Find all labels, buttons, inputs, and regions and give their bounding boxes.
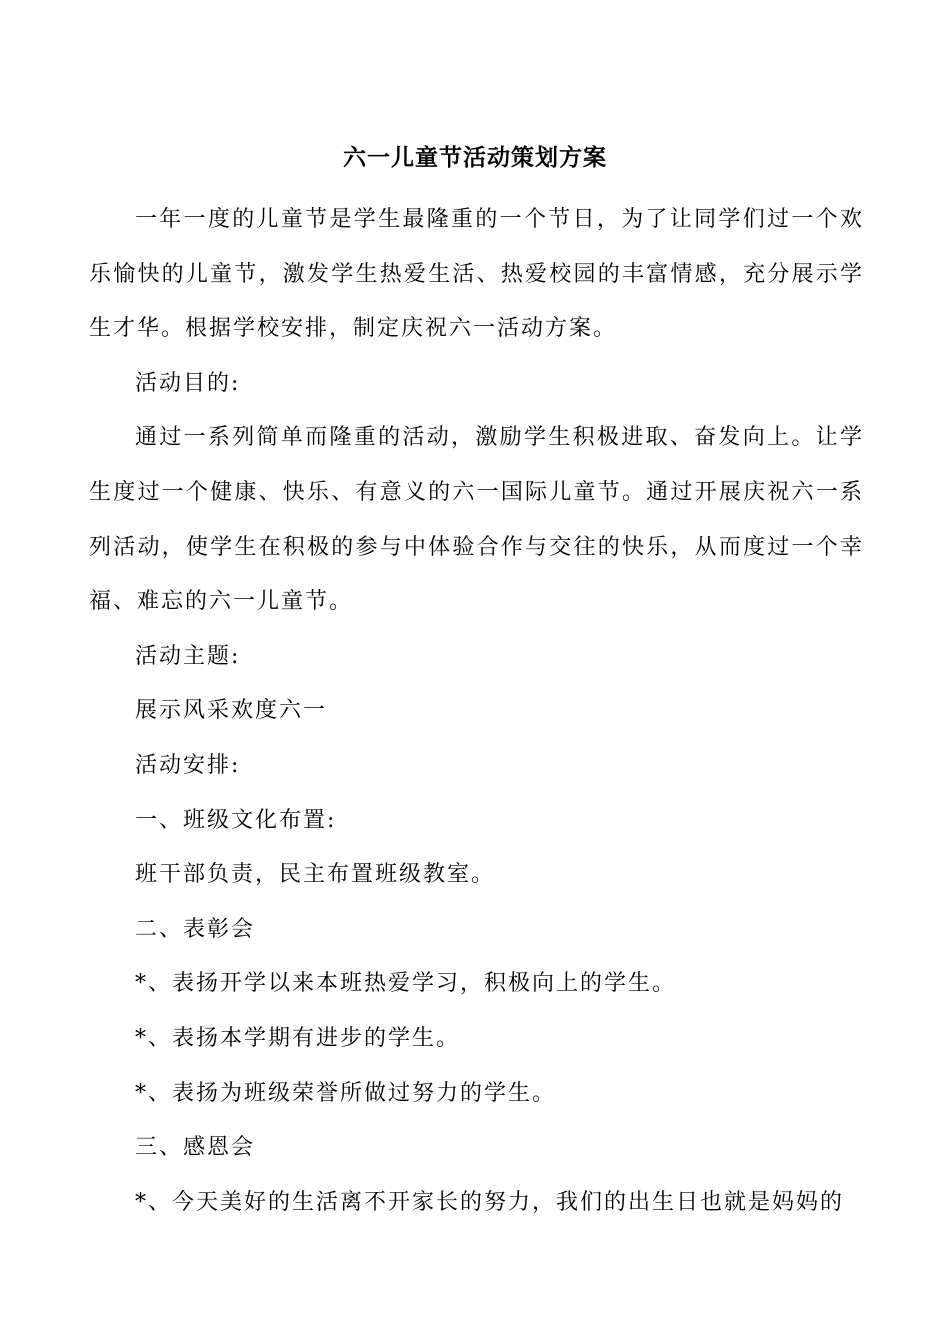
section-gratitude: 三、感恩会 xyxy=(135,1135,256,1161)
document-body xyxy=(89,193,864,1230)
list-item-gratitude-1: *、今天美好的生活离不开家长的努力，我们的出生日也就是妈妈的 xyxy=(135,1189,845,1215)
heading-arrangement: 活动安排: xyxy=(135,752,241,778)
paragraph-theme: 展示风采欢度六一 xyxy=(135,698,328,724)
section-class-culture: 一、班级文化布置: xyxy=(135,807,337,833)
heading-purpose: 活动目的: xyxy=(135,370,241,396)
paragraph-purpose: 通过一系列简单而隆重的活动，激励学生积极进取、奋发向上。让学生度过一个健康、快乐、有意义的六一国际儿童节。通过开展庆祝六一系列活动，使学生在积极的参与中体验合作与交往的快乐，从而度过一个幸福、难忘的六一儿童节。 xyxy=(89,425,864,615)
list-item-commendation-3: *、表扬为班级荣誉所做过努力的学生。 xyxy=(135,1080,557,1106)
document-title: 六一儿童节活动策划方案 xyxy=(343,144,607,171)
paragraph-intro: 一年一度的儿童节是学生最隆重的一个节日，为了让同学们过一个欢乐愉快的儿童节，激发学生热爱生活、热爱校园的丰富情感，充分展示学生才华。根据学校安排，制定庆祝六一活动方案。 xyxy=(89,207,864,342)
heading-theme: 活动主题: xyxy=(135,643,241,669)
list-item-commendation-2: *、表扬本学期有进步的学生。 xyxy=(135,1025,461,1051)
list-item-commendation-1: *、表扬开学以来本班热爱学习，积极向上的学生。 xyxy=(135,971,677,997)
section-commendation: 二、表彰会 xyxy=(135,916,256,942)
paragraph-class-culture: 班干部负责，民主布置班级教室。 xyxy=(135,862,496,888)
